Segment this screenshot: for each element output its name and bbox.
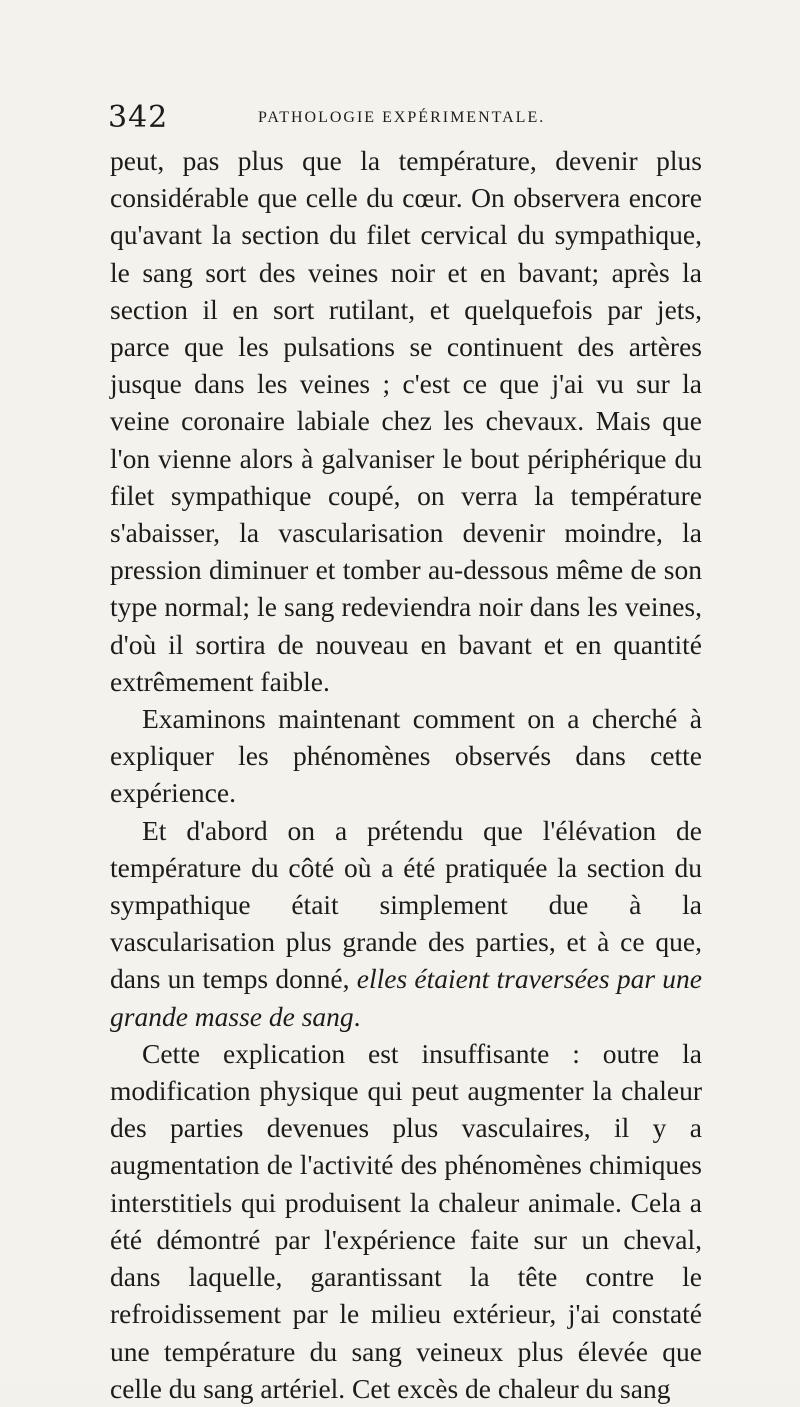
paragraph-et-dabord	[110, 812, 702, 1035]
running-title: PATHOLOGIE EXPÉRIMENTALE.	[258, 109, 546, 126]
paragraph-text-end: .	[353, 1000, 361, 1032]
paragraph-cette-explication: Cette explication est insuffisante : outre la modification physique qui peut augmenter la chaleur des parties devenues plus vasculaires, il y a augmentation de l'activité des phénomènes chimiques interstitiels qui produisent la chaleur animale. Cela a été démontré par l'expérience faite sur un cheval, dans laquelle, garantissant la tête contre le refroidissement par le milieu extérieur, j'ai constaté une température du sang veineux plus élevée que celle du sang artériel. Cet excès de chaleur du sang	[110, 1037, 702, 1404]
body-text	[110, 142, 702, 1407]
paragraph-continuation: peut, pas plus que la température, devenir plus considérable que celle du cœur. On observera encore qu'avant la section du filet cervical du sympathique, le sang sort des veines noir et en bavant; après la section il en sort rutilant, et quelquefois par jets, parce que les pulsations se continuent des artères jusque dans les veines ; c'est ce que j'ai vu sur la veine coronaire labiale chez les chevaux. Mais que l'on vienne alors à galvaniser le bout périphérique du filet sympathique coupé, on verra la température s'abaisser, la vascularisation devenir moindre, la pression diminuer et tomber au-dessous même de son type normal; le sang redeviendra noir dans les veines, d'où il sortira de nouveau en bavant et en quantité extrêmement faible.	[110, 145, 702, 697]
running-head	[108, 100, 704, 134]
paragraph-text: Et d'abord on a prétendu que l'élévation de température du côté où a été pratiquée la section du sympathique était simplement due à la vascularisation plus grande des parties, et à ce que, dans un temps donné,	[110, 814, 702, 995]
italic-phrase: elles étaient traversées par une grande masse de sang	[110, 963, 702, 1032]
page-number: 342	[108, 100, 169, 135]
paragraph-examinons: Examinons maintenant comment on a cherché à expliquer les phénomènes observés dans cette expérience.	[110, 703, 702, 809]
